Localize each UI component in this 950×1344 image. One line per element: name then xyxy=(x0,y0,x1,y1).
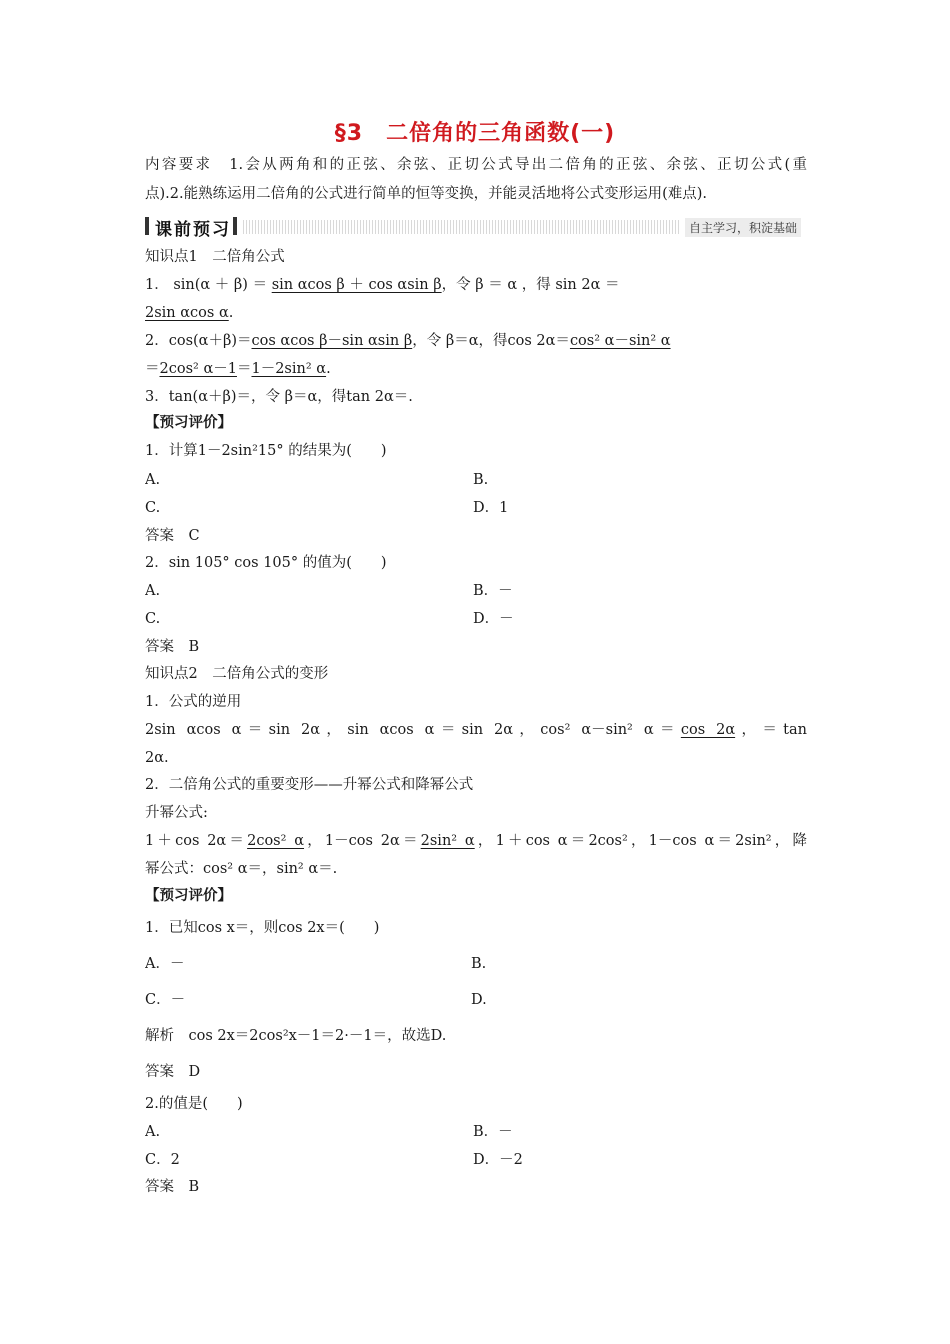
kp2-s2-mid: ，1－cos 2α＝ xyxy=(304,833,421,849)
review1-q2-answer: 答案 B xyxy=(145,639,200,655)
review1-q2-option-b: B．－ xyxy=(473,583,513,599)
kp1-f2b-underlined-2: 1－2sin² α xyxy=(251,361,327,377)
review2-question-2: 2.的值是( ) xyxy=(145,1096,243,1112)
kp1-f2a-pre: 2．cos(α＋β)＝ xyxy=(145,333,252,349)
kp1-formula-2a xyxy=(145,331,807,351)
review2-q2-option-d: D．－2 xyxy=(473,1152,523,1168)
kp1-formula-1b xyxy=(145,303,807,323)
kp2-power-formulas xyxy=(145,831,807,851)
kp1-formula-1a xyxy=(145,275,807,295)
review2-q2-answer: 答案 B xyxy=(145,1179,200,1195)
kp1-f2a-underlined-2: cos² α－sin² α xyxy=(569,333,671,349)
kp1-f1a-pre: 1． sin(α ＋ β) ＝ xyxy=(145,277,272,293)
kp2-s2-underlined-1: 2cos² α xyxy=(247,833,305,849)
review1-q1-option-b: B. xyxy=(473,472,489,488)
kp2-s2-underlined-2: 2sin² α xyxy=(420,833,475,849)
review2-q2-option-b: B．－ xyxy=(473,1124,513,1140)
kp1-formula-3: 3．tan(α＋β)＝，令 β＝α，得tan 2α＝. xyxy=(145,389,413,405)
kp2-section-2: 2．二倍角公式的重要变形——升幂公式和降幂公式 xyxy=(145,777,474,793)
kp2-s1-underlined: cos 2α xyxy=(680,722,736,738)
kp2-inverse-formulas xyxy=(145,720,807,740)
kp2-section-2-sub: 升幂公式: xyxy=(145,805,208,821)
review2-heading: 【预习评价】 xyxy=(145,887,232,904)
kp1-formula-2b xyxy=(145,359,807,379)
kp2-inverse-formulas-2: 2α. xyxy=(145,750,169,766)
review2-q1-option-d: D. xyxy=(471,992,487,1008)
kp2-heading: 知识点2 二倍角公式的变形 xyxy=(145,666,329,682)
review2-q1-explanation: 解析 cos 2x＝2cos²x－1＝2·－1＝，故选D. xyxy=(145,1028,447,1044)
review1-q2-option-d: D．－ xyxy=(473,611,514,627)
review2-q1-option-c: C．－ xyxy=(145,992,186,1008)
kp1-f2b-mid: ＝ xyxy=(236,361,252,377)
review2-question-1: 1．已知cos x＝，则cos 2x＝( ) xyxy=(145,920,380,936)
kp2-section-1: 1．公式的逆用 xyxy=(145,694,242,710)
kp1-f2b-pre: ＝ xyxy=(145,361,160,377)
kp1-f1a-post: ，令 β ＝ α ，得 sin 2α ＝ xyxy=(441,277,620,293)
review1-question-1: 1．计算1－2sin²15° 的结果为( ) xyxy=(145,443,387,459)
review1-q1-answer: 答案 C xyxy=(145,528,200,544)
review2-q1-option-b: B. xyxy=(471,956,487,972)
kp1-f1b-underlined: 2sin αcos α xyxy=(145,305,229,321)
kp2-s2-pre: 1＋cos 2α＝ xyxy=(145,833,248,849)
review2-q1-answer: 答案 D xyxy=(145,1064,201,1080)
kp2-s1-pre: 2sin αcos α＝sin 2α，sin αcos α＝sin 2α，cos² α－sin² α＝ xyxy=(145,722,681,738)
review1-q1-option-a: A. xyxy=(145,472,161,488)
requirements-line-1: 内容要求 1.会从两角和的正弦、余弦、正切公式导出二倍角的正弦、余弦、正切公式(重 xyxy=(145,157,807,173)
page-title: §3 二倍角的三角函数(一) xyxy=(334,121,616,146)
review2-q2-option-c: C．2 xyxy=(145,1152,180,1168)
review1-q2-option-c: C. xyxy=(145,611,161,627)
review2-q2-option-a: A. xyxy=(145,1124,161,1140)
kp2-s2-post: ，1＋cos α＝2cos²，1－cos α＝2sin²，降 xyxy=(474,833,807,849)
kp1-f2a-underlined: cos αcos β－sin αsin β xyxy=(251,333,413,349)
section-banner xyxy=(145,214,815,240)
kp1-f2a-mid: ，令 β＝α，得cos 2α＝ xyxy=(412,333,570,349)
review1-q1-option-d: D．1 xyxy=(473,500,509,516)
kp1-f2b-underlined-1: 2cos² α－1 xyxy=(159,361,237,377)
kp2-s1-post: ，＝tan xyxy=(735,722,807,738)
banner-bar-right xyxy=(233,217,237,235)
kp1-f1a-underlined: sin αcos β ＋ cos αsin β xyxy=(271,277,442,293)
review1-q2-option-a: A. xyxy=(145,583,161,599)
kp1-heading: 知识点1 二倍角公式 xyxy=(145,249,285,265)
kp1-f2b-post: . xyxy=(326,361,331,377)
banner-subtitle: 自主学习，积淀基础 xyxy=(685,218,801,237)
banner-bar-left xyxy=(145,217,149,235)
kp1-f1b-post: . xyxy=(228,305,234,321)
banner-label: 课前预习 xyxy=(155,220,231,240)
review1-q1-option-c: C. xyxy=(145,500,161,516)
review1-question-2: 2．sin 105° cos 105° 的值为( ) xyxy=(145,555,387,571)
banner-hatch xyxy=(243,220,681,234)
requirements-line-2: 点).2.能熟练运用二倍角的公式进行简单的恒等变换，并能灵活地将公式变形运用(难点). xyxy=(145,186,708,202)
review1-heading: 【预习评价】 xyxy=(145,414,232,431)
kp2-power-formulas-2: 幂公式：cos² α＝，sin² α＝. xyxy=(145,861,338,877)
review2-q1-option-a: A．－ xyxy=(145,956,185,972)
